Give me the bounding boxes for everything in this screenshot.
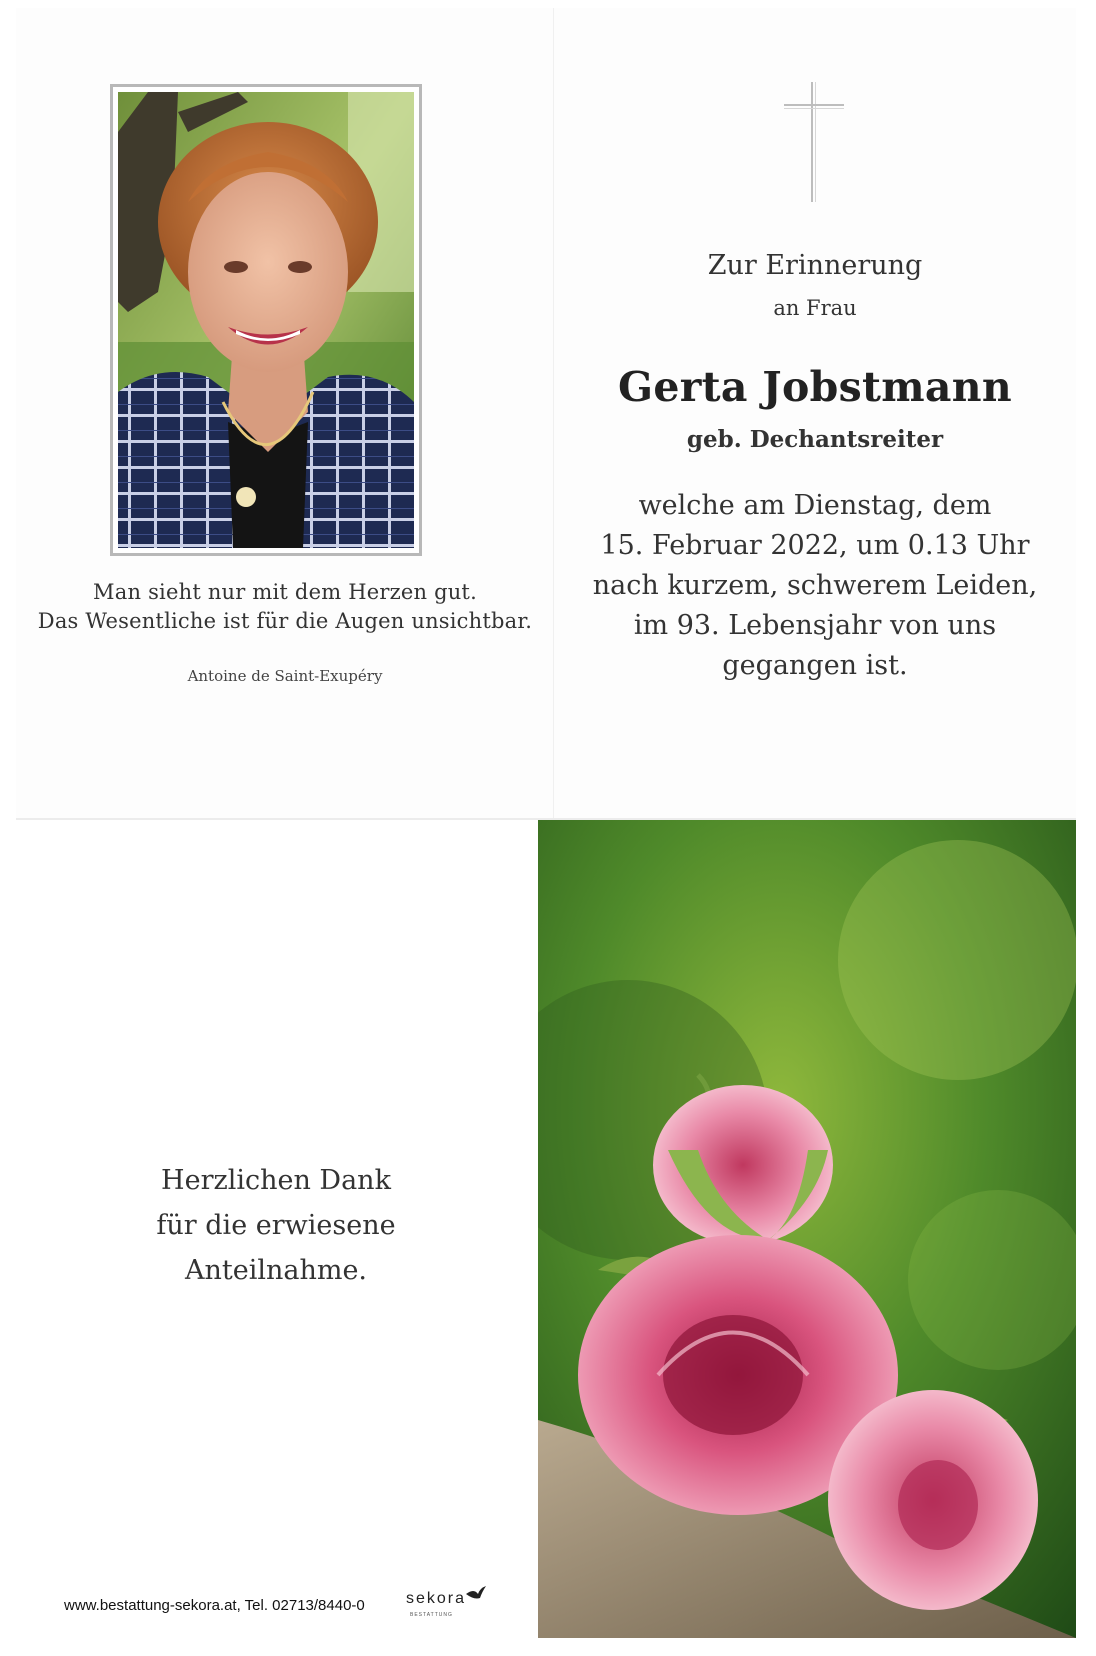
death-line-1: welche am Dienstag, dem [638,490,992,521]
fold-line-vertical [553,8,554,818]
roses-image [538,820,1076,1638]
portrait-photo [110,84,422,556]
cross-icon [782,82,846,204]
funeral-home-contact: www.bestattung-sekora.at, Tel. 02713/8440-0 [64,1597,365,1614]
sekora-logo-subtitle: BESTATTUNG [410,1612,453,1618]
death-line-4: im 93. Lebensjahr von uns [633,610,997,641]
to-label: an Frau [773,296,857,320]
sekora-logo: sekora [406,1590,467,1607]
death-line-2: 15. Februar 2022, um 0.13 Uhr [600,530,1030,561]
quote-line-2: Das Wesentliche ist für die Augen unsichtbar. [37,609,533,633]
portrait-image [118,92,414,548]
quote-author: Antoine de Saint-Exupéry [187,667,383,685]
death-line-5: gegangen ist. [722,650,908,681]
pink-roses-photo [538,820,1076,1638]
thanks-line-3: Anteilnahme. [184,1255,368,1286]
death-line-3: nach kurzem, schwerem Leiden, [592,570,1038,601]
memory-heading: Zur Erinnerung [707,250,923,281]
thanks-line-1: Herzlichen Dank [161,1165,391,1196]
birth-name: geb. Dechantsreiter [686,426,944,453]
bird-logo-icon [466,1586,486,1600]
quote-line-1: Man sieht nur mit dem Herzen gut. [93,580,477,604]
thanks-line-2: für die erwiesene [156,1210,396,1241]
deceased-name: Gerta Jobstmann [618,363,1012,411]
